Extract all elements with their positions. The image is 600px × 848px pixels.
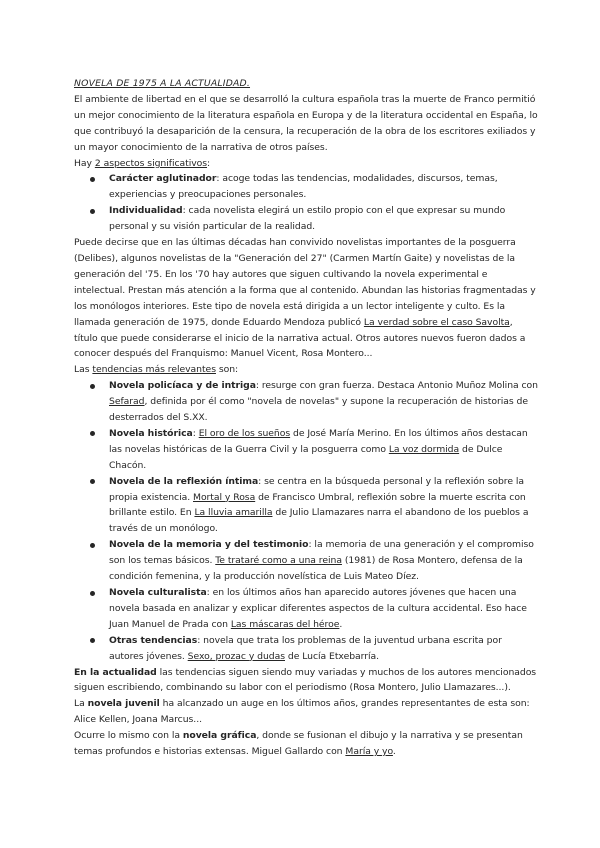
trend-term: Novela policíaca y de intriga <box>109 380 256 392</box>
list-item: Individualidad: cada novelista elegirá un estilo propio con el que expresar su mundo personal y su visión particular de la realidad. <box>74 203 538 235</box>
key-term: novela gráfica <box>182 730 257 742</box>
key-term: En la actualidad <box>74 666 157 678</box>
list-item: Novela de la reflexión íntima: se centra en la búsqueda personal y la reflexión sobre la propia existencia. Mortal y Rosa de Francisco Umbral, reflexión sobre la muerte escrita con brillante estilo. En La lluvia amarilla de Julio Llamazares narra el abandono de los pueblos a través de un monólogo. <box>74 474 538 538</box>
trends-list <box>74 378 538 664</box>
trend-term: Novela culturalista <box>109 587 207 598</box>
aspects-list <box>74 171 538 235</box>
list-item: Novela policíaca y de intriga: resurge con gran fuerza. Destaca Antonio Muñoz Molina con Sefarad, definida por él como "novela de novelas" y supone la recuperación de historias de desterrados del S.XX. <box>74 378 538 426</box>
list-item: Carácter aglutinador: acoge todas las tendencias, modalidades, discursos, temas, experiencias y preocupaciones personales. <box>74 171 538 203</box>
generations-paragraph: Puede decirse que en las últimas décadas han convivido novelistas importantes de la posguerra (Delibes), algunos novelistas de la "Generación del 27" (Carmen Martín Gaite) y novelistas de la generación del '75. En los '70 hay autores que siguen cultivando la novela experimental e intelectual. Prestan más atención a la forma que al contenido. Abundan las historias fragmentadas y los monólogos interiores. Este tipo de novela está dirigida a un lector inteligente y culto. Es la llamada generación de 1975, donde Eduardo Mendoza publicó La verdad sobre el caso Savolta, título que puede considerarse el inicio de la narrativa actual. Otros autores nuevos fueron dados a conocer después del Franquismo: Manuel Vicent, Rosa Montero... <box>74 237 536 360</box>
book-title: La lluvia amarilla <box>194 507 273 519</box>
book-title: Las máscaras del héroe <box>230 618 340 630</box>
trend-term: Novela histórica <box>109 427 193 439</box>
graphic-novel-paragraph: Ocurre lo mismo con la novela gráfica, donde se fusionan el dibujo y la narrativa y se presentan temas profundos e historias extensas. Miguel Gallardo con María y yo. <box>74 730 523 758</box>
aspect-term: Carácter aglutinador <box>109 173 217 185</box>
trend-term: Novela de la reflexión íntima <box>109 475 259 487</box>
list-item: Novela histórica: El oro de los sueños de José María Merino. En los últimos años destacan las novelas históricas de la Guerra Civil y la posguerra como La voz dormida de Dulce Chacón. <box>74 426 538 474</box>
book-title: La voz dormida <box>388 443 460 455</box>
book-title: Te trataré como a una reina <box>215 555 342 567</box>
trends-link: tendencias más relevantes <box>92 364 216 376</box>
book-title: Sexo, prozac y dudas <box>187 650 285 662</box>
key-term: novela juvenil <box>87 698 160 710</box>
aspect-term: Individualidad <box>109 205 183 217</box>
trend-term: Otras tendencias <box>109 634 198 646</box>
list-item: Otras tendencias: novela que trata los problemas de la juventud urbana escrita por autores jóvenes. Sexo, prozac y dudas de Lucía Etxebarría. <box>74 633 538 665</box>
aspects-heading: Hay 2 aspectos significativos: <box>74 157 211 169</box>
current-paragraph: En la actualidad las tendencias siguen siendo muy variadas y muchos de los autores mencionados siguen escribiendo, combinando su labor con el periodismo (Rosa Montero, Julio Llamazares...). <box>74 666 537 694</box>
trend-term: Novela de la memoria y del testimonio <box>109 539 309 551</box>
book-title: María y yo <box>345 746 393 758</box>
book-title: Mortal y Rosa <box>193 491 256 503</box>
book-title: Sefarad <box>109 396 145 408</box>
page-title: NOVELA DE 1975 A LA ACTUALIDAD. <box>74 78 251 89</box>
intro-paragraph: El ambiente de libertad en el que se desarrolló la cultura española tras la muerte de Franco permitió un mejor conocimiento de la literatura española en Europa y de la literatura occidental en España, lo que contribuyó la desaparición de la censura, la recuperación de la obra de los escritores exiliados y un mayor conocimiento de la narrativa de otros países. <box>74 93 538 153</box>
book-title: El oro de los sueños <box>198 427 291 439</box>
list-item: Novela culturalista: en los últimos años han aparecido autores jóvenes que hacen una novela basada en analizar y explicar diferentes aspectos de la cultura accidental. Eso hace Juan Manuel de Prada con Las máscaras del héroe. <box>74 585 538 633</box>
list-item: Novela de la memoria y del testimonio: la memoria de una generación y el compromiso son los temas básicos. Te trataré como a una reina (1981) de Rosa Montero, defensa de la condición femenina, y la producción novelística de Luis Mateo Díez. <box>74 537 538 585</box>
aspects-link: 2 aspectos significativos <box>94 157 208 169</box>
book-title: La verdad sobre el caso Savolta <box>363 316 510 328</box>
youth-novel-paragraph: La novela juvenil ha alcanzado un auge en los últimos años, grandes representantes de esta son: Alice Kellen, Joana Marcus... <box>74 698 530 726</box>
document-page <box>74 76 538 760</box>
trends-heading: Las tendencias más relevantes son: <box>74 364 239 376</box>
